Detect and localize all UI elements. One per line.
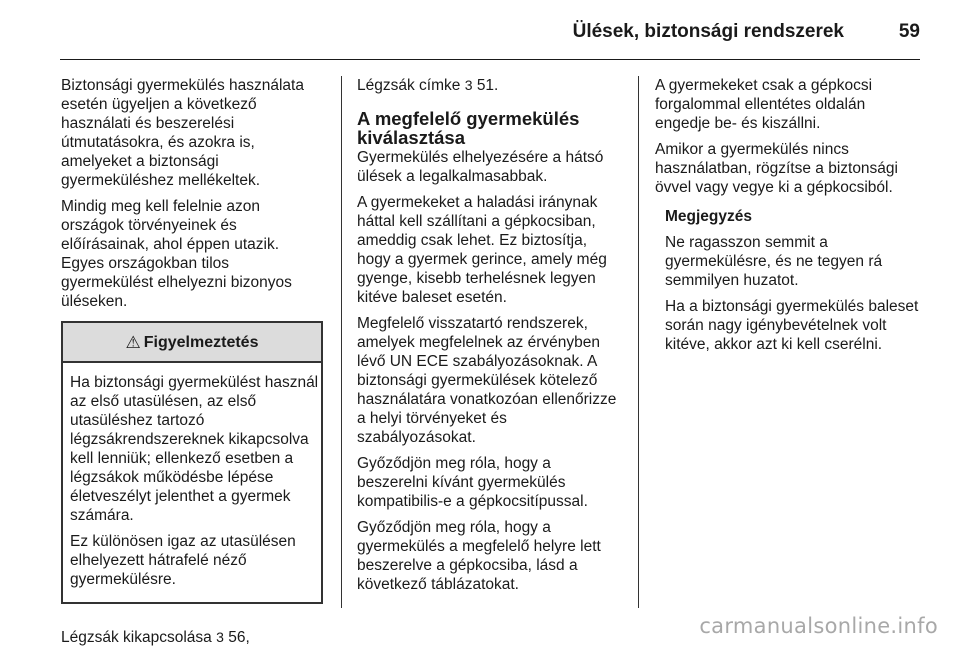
- reference-text: Légzsák címke: [357, 77, 461, 94]
- page-reference-arrow-icon: 3: [216, 629, 224, 645]
- note-box: [655, 207, 923, 354]
- column-left: [61, 76, 325, 654]
- column-right: [655, 76, 923, 361]
- column-divider-2: [638, 76, 639, 608]
- column-middle: [357, 76, 622, 601]
- paragraph: Gyermekülés elhelyezésére a hátsó ülések a legalkalmasabbak.: [357, 149, 604, 185]
- page-reference[interactable]: [357, 76, 622, 95]
- reference-page: 51.: [476, 77, 499, 94]
- column-divider-1: [341, 76, 342, 608]
- warning-title: Figyelmeztetés: [143, 333, 259, 351]
- page-title: Ülések, biztonsági rendszerek: [572, 21, 844, 42]
- warning-triangle-icon: ⚠: [125, 332, 141, 352]
- paragraph: Győződjön meg róla, hogy a gyermekülés a megfelelő helyre lett beszerelve a gépkocsiba, lásd a következő táblázatokat.: [357, 519, 601, 593]
- paragraph: Győződjön meg róla, hogy a beszerelni kívánt gyermekülés kompatibilis-e a gépkocsitípussal.: [357, 455, 588, 510]
- watermark: carmanualsonline.info: [699, 614, 938, 638]
- warning-paragraph: Ez különösen igaz az utasülésen elhelyezett hátrafelé néző gyermekülésre.: [70, 533, 296, 588]
- paragraph: Amikor a gyermekülés nincs használatban, rögzítse a biztonsági övvel vagy vegye ki a gépkocsiból.: [655, 141, 898, 196]
- paragraph: Mindig meg kell felelnie azon országok törvényeinek és előírásainak, ahol éppen utazik. Egyes országokban tilos gyermekülést elhelyezni bizonyos üléseken.: [61, 198, 292, 310]
- warning-paragraph: Ha biztonsági gyermekülést használ az első utasülésen, az első utasüléshez tartozó légzsákrendszereknek kikapcsolva kell lenniük; ellenkező esetben a légzsákok működésbe lépése életveszélyt jelenthet a gyermek számára.: [70, 374, 319, 524]
- section-heading: A megfelelő gyermekülés kiválasztása: [357, 108, 580, 148]
- reference-text: Légzsák kikapcsolása: [61, 629, 212, 646]
- paragraph: A gyermekeket a haladási iránynak háttal kell szállítani a gépkocsiban, ameddig csak lehet. Ez biztosítja, hogy a gyermek gerince, amely még gyenge, kisebb terhelésnek legyen kitéve baleset esetén.: [357, 194, 607, 306]
- page-reference-arrow-icon: 3: [464, 77, 473, 93]
- warning-header: [63, 323, 321, 363]
- note-paragraph: Ne ragasszon semmit a gyermekülésre, és ne tegyen rá semmilyen huzatot.: [665, 234, 883, 289]
- page-header: [0, 0, 960, 60]
- note-paragraph: Ha a biztonsági gyermekülés baleset során nagy igénybevételnek volt kitéve, akkor azt ki kell cserélni.: [665, 298, 919, 353]
- paragraph: A gyermekeket csak a gépkocsi forgalommal ellentétes oldalán engedje be- és kiszállni.: [655, 77, 873, 132]
- page-number: 59: [898, 21, 920, 42]
- paragraph: Biztonsági gyermekülés használata esetén ügyeljen a következő használati és beszerelési útmutatásokra, és azokra is, amelyeket a biztonsági gyermeküléshez mellékeltek.: [61, 77, 304, 189]
- header-divider: [60, 59, 920, 60]
- warning-box: [61, 321, 323, 604]
- page-reference[interactable]: [61, 628, 325, 647]
- paragraph: Megfelelő visszatartó rendszerek, amelyek megfelelnek az érvényben lévő UN ECE szabályozásoknak. A biztonsági gyermekülések kötelező használatára vonatkozóan ellenőrizze a helyi törvényeket és szabályozásokat.: [357, 315, 617, 446]
- note-title: Megjegyzés: [665, 208, 753, 225]
- warning-body: [63, 363, 321, 602]
- reference-page: 56,: [228, 629, 250, 646]
